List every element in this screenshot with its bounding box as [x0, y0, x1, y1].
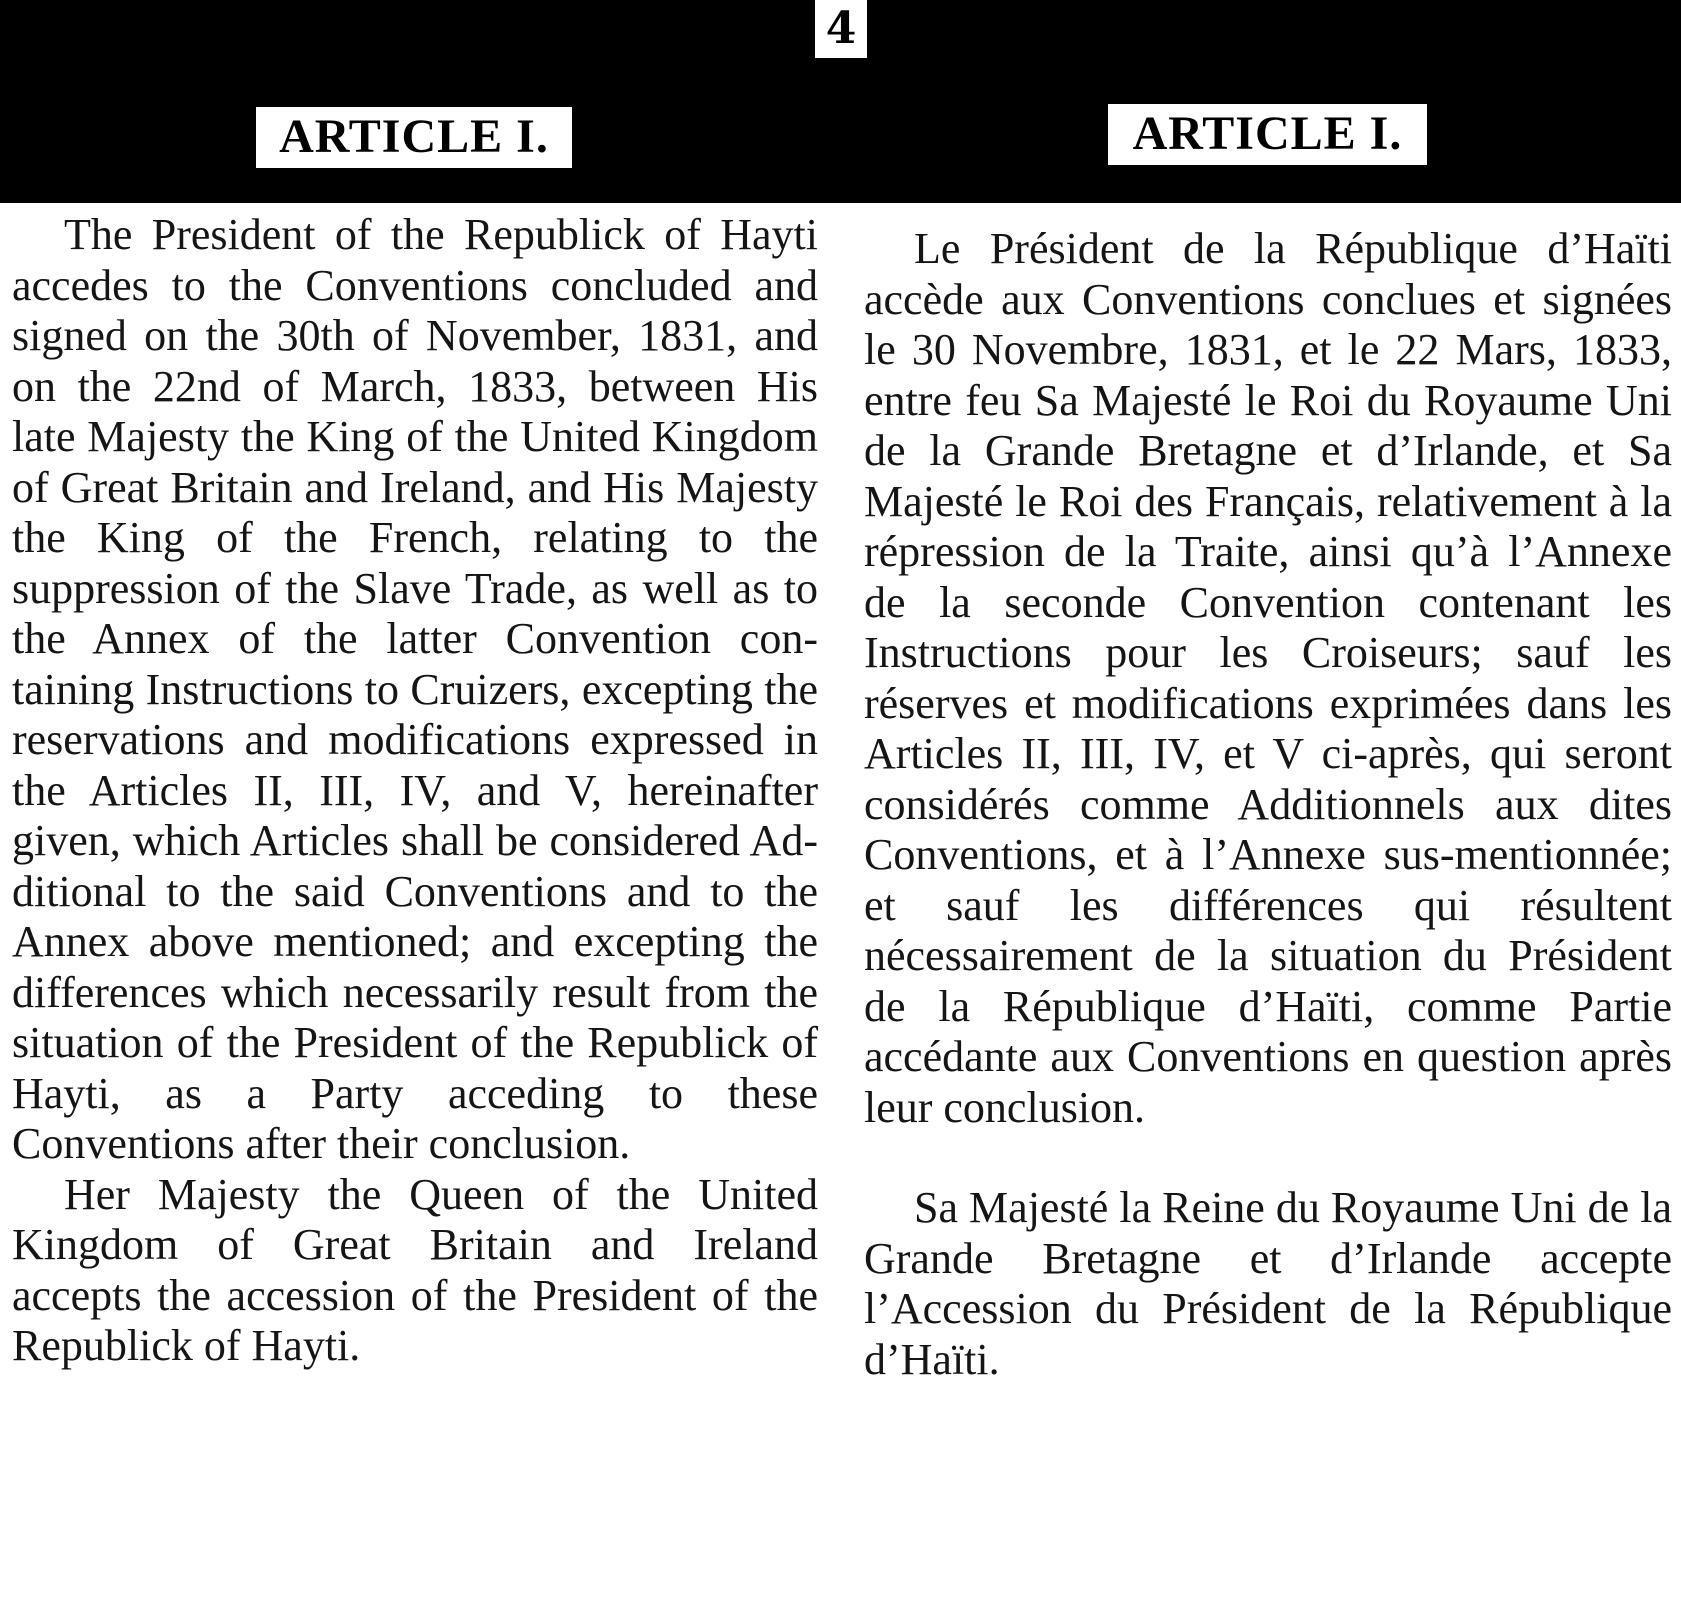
page-number: 4 [815, 0, 867, 58]
english-column [12, 210, 818, 1372]
article-heading-english: ARTICLE I. [256, 107, 572, 168]
french-paragraph-1: Le Président de la République d’Haïti accède aux Conventions conclues et signées le 30 Novembre, 1831, et le 22 Mars, 1833, entre feu Sa Majesté le Roi du Royaume Uni de la Grande Bretagne et d’Irlande, et Sa Majesté le Roi des Français, relativement à la répression de la Traite, ainsi qu’à l’Annexe de la seconde Convention contenant les Instructions pour les Croiseurs; sauf les réserves et modifications exprimées dans les Articles II, III, IV, et V ci-après, qui seront considérés comme Additionnels aux dites Conventions, et à l’Annexe sus-mentionnée; et sauf les différences qui résultent nécessairement de la situation du Président de la République d’Haïti, comme Partie accédante aux Conventions en question après leur conclusion. [864, 224, 1672, 1132]
english-paragraph-2: Her Majesty the Queen of the United Kingdom of Great Britain and Ireland accepts the accession of the President of the Republick of Hayti. [12, 1169, 818, 1370]
french-column [864, 210, 1672, 1385]
english-paragraph-1: The President of the Republick of Hayti accedes to the Conventions concluded and signed on the 30th of November, 1831, and on the 22nd of March, 1833, between His late Majesty the King of the United Kingdom of Great Britain and Ireland, and His Majesty the King of the French, relating to the suppression of the Slave Trade, as well as to the Annex of the latter Convention containing Instructions to Cruizers, excepting the reservations and modifications expressed in the Articles II, III, IV, and V, hereinafter given, which Articles shall be considered Additional to the said Conventions and to the Annex above mentioned; and excepting the differences which necessarily result from the situation of the President of the Republick of Hayti, as a Party acceding to these Conventions after their conclusion. [12, 210, 818, 1168]
article-heading-french: ARTICLE I. [1108, 104, 1427, 165]
french-paragraph-2: Sa Majesté la Reine du Royaume Uni de la Grande Bretagne et d’Irlande accepte l’Accession du Président de la République d’Haïti. [864, 1183, 1672, 1384]
